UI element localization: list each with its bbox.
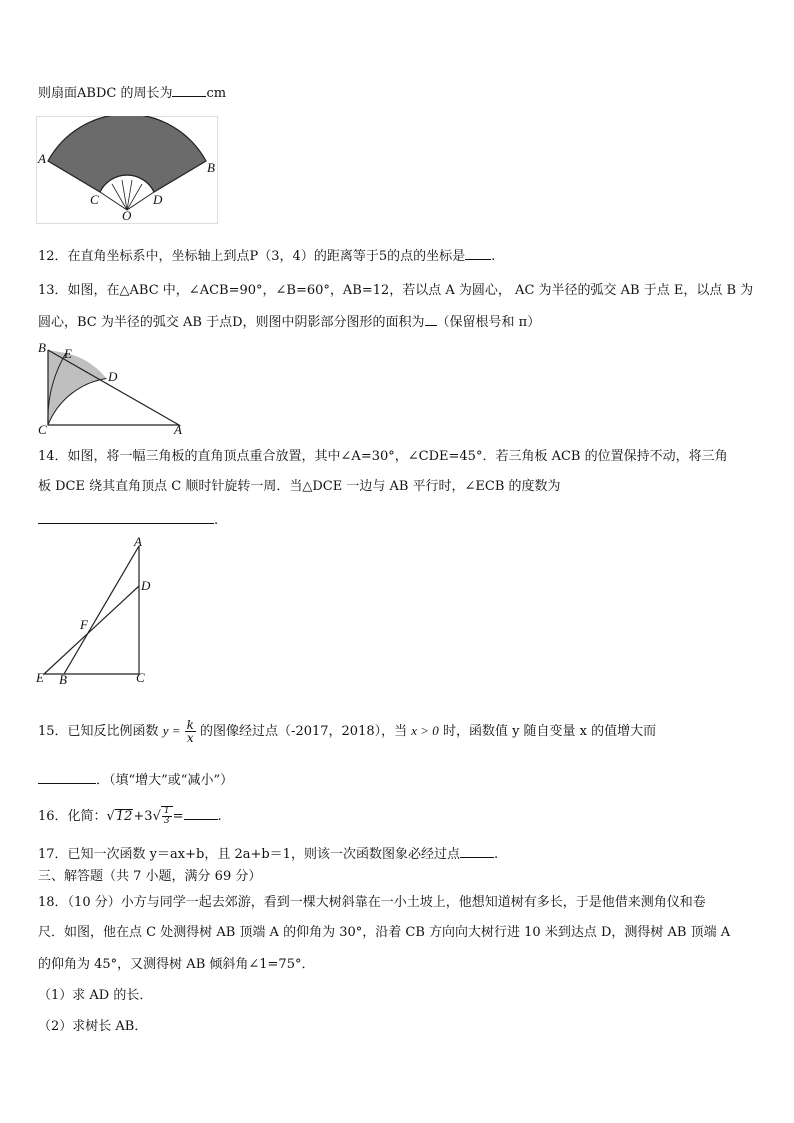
q16-radicand-2: [161, 806, 173, 826]
q18-line2: 尺．如图，他在点 C 处测得树 AB 顶端 A 的仰角为 30°，沿着 CB 方向向大树行进 10 米到达点 D，测得树 AB 顶端 A: [38, 925, 731, 940]
answer-blank: [465, 247, 491, 260]
label-C: C: [90, 192, 99, 207]
label-D: D: [108, 369, 118, 384]
q16: [38, 806, 222, 827]
q17-text: 17．已知一次函数 y＝ax+b，且 2a+b＝1，则该一次函数图象必经过点: [38, 847, 460, 862]
q18-part2: （2）求树长 AB．: [38, 1019, 148, 1034]
q15-suffix: 时，函数值 y 随自变量 x 的值增大而: [442, 724, 657, 739]
q18-line3: 的仰角为 45°，又测得树 AB 倾斜角∠1=75°．: [38, 957, 315, 972]
label-F: F: [80, 617, 88, 632]
q16-radicand-1: 12: [115, 809, 133, 824]
label-E: E: [36, 670, 44, 685]
label-A: A: [134, 534, 142, 549]
q15-line2: [38, 771, 233, 789]
q16-eq: =: [172, 809, 184, 824]
q15-cond: x > 0: [411, 723, 439, 738]
q18-line1: 18．（10 分）小方与同学一起去郊游，看到一棵大树斜靠在一小土坡上，他想知道树有多长，于是他借来测角仪和卷: [38, 895, 706, 910]
q12-end: .: [491, 249, 496, 264]
q18-part1: （1）求 AD 的长．: [38, 988, 153, 1003]
frac-den: x: [186, 731, 194, 745]
label-O: O: [122, 208, 132, 223]
section-title: 三、解答题（共 7 小题，满分 69 分）: [38, 869, 262, 884]
q16-plus: +3: [133, 809, 153, 824]
q15-line2-end: ．（填“增大”或“减小”）: [96, 773, 234, 788]
label-A: A: [174, 422, 182, 436]
q12: [38, 247, 495, 265]
q13-line2: [38, 313, 540, 331]
sqrt-symbol: √: [106, 809, 115, 824]
q17: [38, 845, 498, 863]
frac-num: k: [186, 718, 194, 732]
q14-line1: 14．如图，将一幅三角板的直角顶点重合放置，其中∠A=30°，∠CDE=45°．若三角板 ACB 的位置保持不动，将三角: [38, 449, 728, 464]
q15-line1: [38, 716, 656, 747]
figure-fan: [36, 116, 220, 226]
label-A: A: [38, 151, 46, 166]
q11-unit: cm: [206, 86, 227, 101]
label-D: D: [153, 192, 163, 207]
answer-blank: [172, 84, 206, 97]
q15-fraction: [185, 719, 196, 744]
figure-set-squares: [34, 534, 164, 690]
q14-line3: [38, 511, 218, 529]
answer-blank: [425, 313, 437, 326]
q12-text: 12．在直角坐标系中，坐标轴上到点P（3，4）的距离等于5的点的坐标是: [38, 249, 466, 264]
frac-num: 1: [163, 806, 170, 816]
q11-tail: [38, 84, 226, 102]
label-C: C: [136, 670, 145, 685]
label-B: B: [38, 340, 46, 355]
q15-middle: 的图像经过点（-2017，2018），当: [200, 724, 408, 739]
answer-blank: [38, 771, 96, 784]
label-B: B: [59, 672, 67, 687]
q13-line2-end: （保留根号和 π）: [436, 315, 541, 330]
label-E: E: [64, 346, 72, 361]
q14-end: .: [214, 513, 219, 528]
answer-blank: [184, 807, 218, 820]
frac-den: 3: [163, 816, 170, 826]
q17-end: .: [493, 847, 499, 862]
q15-prefix: 15．已知反比例函数: [38, 724, 159, 739]
answer-blank: [460, 845, 494, 858]
label-C: C: [38, 422, 47, 436]
sqrt-symbol: √: [152, 809, 161, 824]
q13-line2-text: 圆心，BC 为半径的弧交 AB 于点D，则图中阴影部分图形的面积为: [38, 315, 425, 330]
q15-func-y: y =: [162, 723, 181, 738]
q16-end: .: [217, 809, 222, 824]
answer-blank: [38, 511, 214, 524]
label-B: B: [207, 160, 215, 175]
q16-prefix: 16．化简：: [38, 809, 107, 824]
q11-text: 则扇面ABDC 的周长为: [38, 86, 173, 101]
figure-triangle-arcs: [34, 338, 186, 436]
q16-fraction: [162, 807, 172, 826]
q13-line1: 13．如图，在△ABC 中，∠ACB=90°，∠B=60°，AB=12，若以点 A 为圆心， AC 为半径的弧交 AB 于点 E，以点 B 为: [38, 283, 754, 298]
label-D: D: [141, 578, 151, 593]
q14-line2: 板 DCE 绕其直角顶点 C 顺时针旋转一周．当△DCE 一边与 AB 平行时，∠ECB 的度数为: [38, 479, 561, 494]
